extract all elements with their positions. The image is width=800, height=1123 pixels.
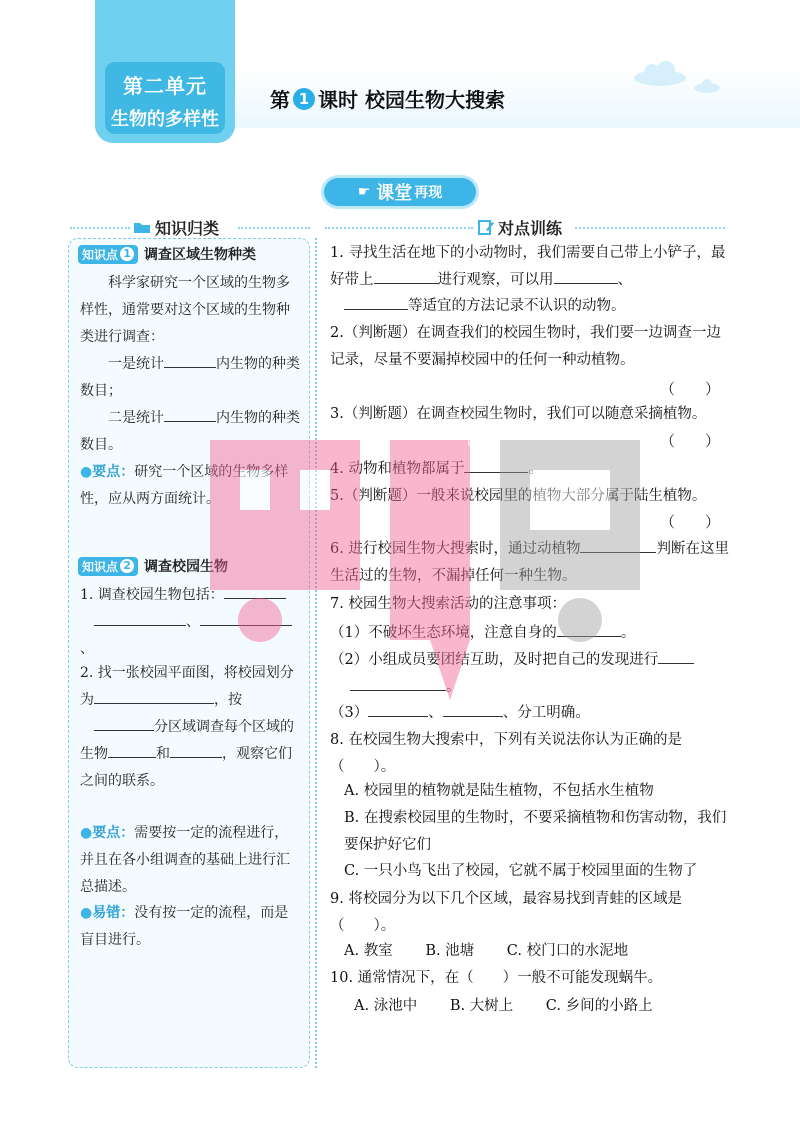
cloud-icon: [693, 78, 721, 94]
option-9c[interactable]: C. 校门口的水泥地: [506, 943, 629, 959]
answer-paren[interactable]: （ ）: [659, 432, 720, 450]
question-8: 8. 在校园生物大搜索中，下列有关说法你认为正确的是（ ）。: [330, 732, 682, 775]
kp1-note: ●要点：研究一个区域的生物多样性，应从两方面统计。: [80, 464, 289, 507]
unit-title: 第二单元: [123, 74, 207, 98]
fill-blank[interactable]: [368, 700, 428, 717]
fill-blank[interactable]: [344, 293, 408, 310]
fill-blank[interactable]: [94, 714, 154, 731]
option-9b[interactable]: B. 池塘: [425, 943, 475, 959]
answer-paren[interactable]: （ ）: [659, 380, 720, 398]
fill-blank[interactable]: [374, 267, 438, 284]
fill-blank[interactable]: [108, 741, 156, 758]
lesson-prefix: 第: [270, 88, 290, 112]
question-10: 10. 通常情况下，在（ ）一般不可能发现蜗牛。: [330, 970, 663, 986]
left-column-heading: [133, 216, 219, 238]
kp-title: 调查区域生物种类: [144, 247, 257, 263]
lesson-number: 1: [293, 88, 315, 110]
kp2-note-key: ●要点：需要按一定的流程进行，并且在各小组调查的基础上进行汇总描述。: [80, 825, 290, 895]
answer-paren[interactable]: （ ）: [659, 513, 720, 531]
unit-label-box: [105, 62, 225, 134]
unit-subtitle: 生物的多样性: [111, 109, 219, 130]
question-7-3: （3） 、 、分工明确。: [330, 700, 730, 727]
kp1-paragraph: 科学家研究一个区域的生物多样性，通常要对这个区域的生物种类进行调查：: [80, 275, 290, 345]
option-10a[interactable]: A. 泳池中: [354, 998, 418, 1014]
fill-blank[interactable]: [94, 687, 214, 704]
option-9a[interactable]: A. 教室: [344, 943, 393, 959]
kp-title: 调查校园生物: [144, 559, 229, 575]
question-5: 5.（判断题）一般来说校园里的植物大部分属于陆生植物。: [330, 488, 707, 504]
fill-blank[interactable]: [200, 609, 292, 626]
lesson-name: 课时 校园生物大搜索: [318, 88, 505, 112]
heading-dots: [70, 227, 130, 229]
fill-blank[interactable]: [170, 741, 222, 758]
kp2-item1: 1. 调查校园生物包括： 、、: [80, 582, 302, 663]
question-4: 4. 动物和植物都属于 。: [330, 456, 730, 483]
right-heading-text: 对点训练: [498, 218, 563, 238]
question-3: 3.（判断题）在调查校园生物时，我们可以随意采摘植物。: [330, 406, 707, 422]
fill-blank[interactable]: [94, 609, 186, 626]
banner-title: 课堂: [376, 183, 413, 204]
banner-title-small: 再现: [414, 185, 443, 201]
option-8c[interactable]: C. 一只小鸟飞出了校园，它就不属于校园里面的生物了: [344, 863, 698, 879]
folder-icon: [133, 220, 151, 234]
question-1: 1. 寻找生活在地下的小动物时，我们需要自己带上小铲子，最好带上 进行观察，可以用 、 等适宜的方法记录不认识的动物。: [330, 245, 726, 314]
heading-dots: [238, 227, 310, 229]
fill-blank[interactable]: [557, 620, 621, 637]
kp-badge: 知识点 1: [78, 245, 138, 264]
fill-blank[interactable]: [350, 674, 446, 691]
fill-blank[interactable]: [554, 267, 618, 284]
question-6: 6. 进行校园生物大搜索时，通过动植物 判断在这里生活过的生物，不漏掉任何一种生物。: [330, 536, 730, 589]
knowledge-point-1: [78, 244, 256, 264]
question-2: 2.（判断题）在调查我们的校园生物时，我们要一边调查一边记录，尽量不要漏掉校园中的任何一种动植物。: [330, 325, 721, 368]
fill-blank[interactable]: [224, 582, 286, 599]
column-divider: [315, 238, 317, 1068]
fill-blank[interactable]: [464, 456, 528, 473]
lesson-title: [270, 84, 505, 113]
fill-blank[interactable]: [443, 700, 503, 717]
options-9: [330, 938, 730, 965]
knowledge-point-2: [78, 556, 228, 576]
watermark-text: Since 1999: [464, 370, 480, 449]
kp2-item2: 2. 找一张校园平面图，将校园划分为 ，按 分区域调查每个区域的生物 和 ，观察它们之间的联系。: [80, 665, 294, 789]
right-column-heading: [478, 216, 562, 238]
section-banner: [324, 178, 476, 206]
question-9: 9. 将校园分为以下几个区域，最容易找到青蛙的区域是（ ）。: [330, 891, 682, 934]
left-heading-text: 知识归类: [155, 218, 220, 238]
unit-tab: [95, 0, 235, 143]
question-7-1: （1）不破坏生态环境，注意自身的 。: [330, 620, 730, 647]
fill-blank[interactable]: [164, 351, 216, 368]
fill-blank[interactable]: [580, 536, 656, 553]
option-8b[interactable]: B. 在搜索校园里的生物时，不要采摘植物和伤害动物，我们要保护好它们: [344, 810, 727, 853]
fill-blank[interactable]: [658, 647, 694, 664]
watermark-text: 典中点教辅: [446, 370, 462, 440]
kp1-line1: 一是统计 内生物的种类数目；: [80, 351, 302, 405]
option-8a[interactable]: A. 校园里的植物就是陆生植物，不包括水生植物: [344, 783, 654, 799]
kp1-line2: 二是统计 内生物的种类数目。: [80, 405, 302, 459]
options-10: [330, 993, 730, 1020]
heading-dots: [575, 227, 725, 229]
question-7-2: （2）小组成员要团结互助，及时把自己的发现进行 。: [330, 647, 730, 700]
edit-icon: [478, 219, 494, 235]
pointing-hand-icon: ☛: [357, 184, 371, 200]
kp2-note-pitfall: ●易错：没有按一定的流程，而是盲目进行。: [80, 905, 289, 948]
option-10b[interactable]: B. 大树上: [449, 998, 514, 1014]
fill-blank[interactable]: [164, 405, 216, 422]
cloud-icon: [630, 60, 690, 88]
heading-dots: [325, 227, 473, 229]
question-7: 7. 校园生物大搜索活动的注意事项：: [330, 596, 566, 612]
option-10c[interactable]: C. 乡间的小路上: [545, 998, 653, 1014]
kp-badge: 知识点 2: [78, 557, 138, 576]
